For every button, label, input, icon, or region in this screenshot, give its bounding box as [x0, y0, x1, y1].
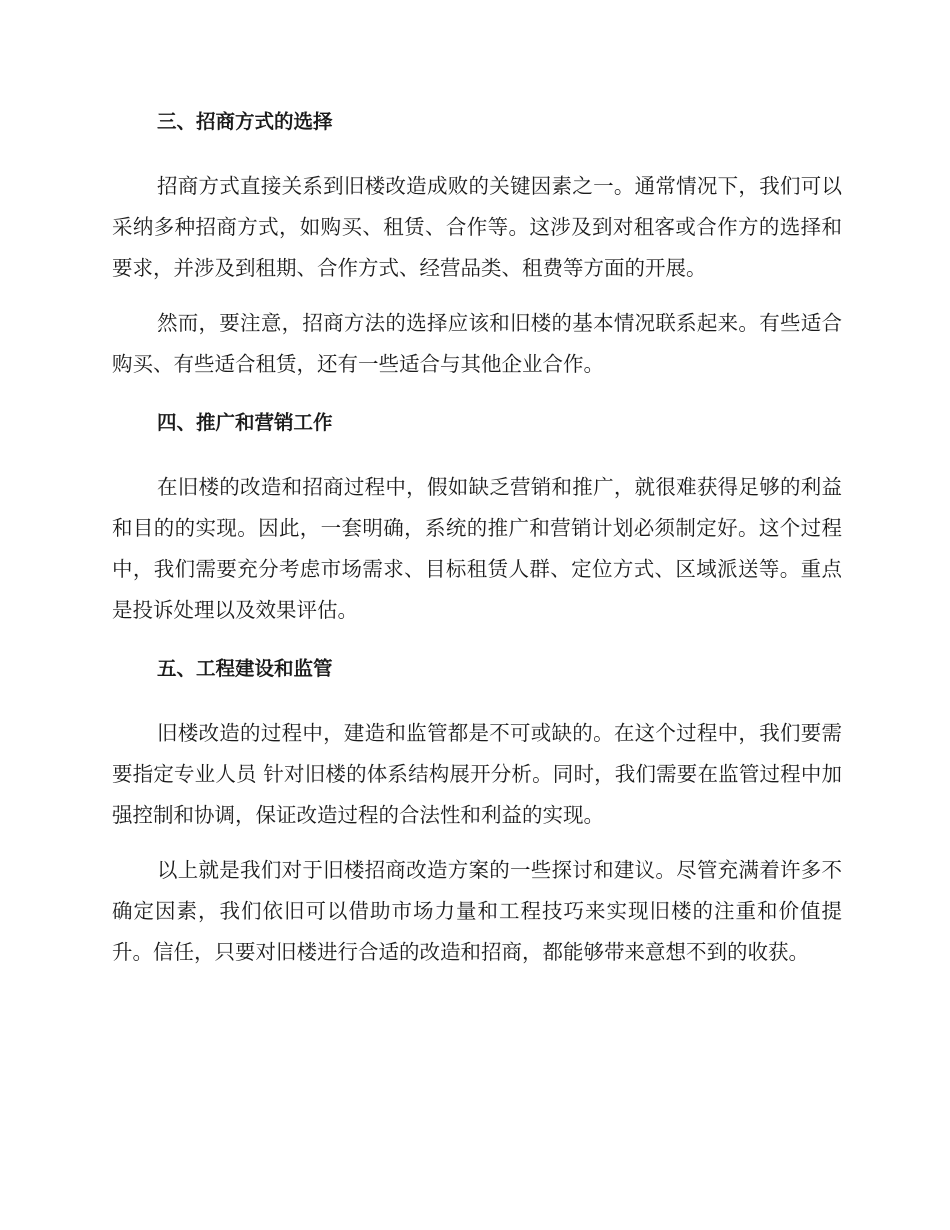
- paragraph: 以上就是我们对于旧楼招商改造方案的一些探讨和建议。尽管充满着许多不确定因素，我们依旧可以借助市场力量和工程技巧来实现旧楼的注重和价值提升。信任，只要对旧楼进行合适的改造和招商，都能够带来意想不到的收获。: [112, 858, 842, 964]
- paragraph: 在旧楼的改造和招商过程中，假如缺乏营销和推广，就很难获得足够的利益和目的的实现。因此，一套明确，系统的推广和营销计划必须制定好。这个过程中，我们需要充分考虑市场需求、目标租赁人群、定位方式、区域派送等。重点是投诉处理以及效果评估。: [112, 475, 842, 622]
- paragraph: 招商方式直接关系到旧楼改造成败的关键因素之一。通常情况下，我们可以采纳多种招商方式，如购买、租赁、合作等。这涉及到对租客或合作方的选择和要求，并涉及到租期、合作方式、经营品类、租费等方面的开展。: [112, 174, 842, 280]
- section-heading: 四、推广和营销工作: [157, 411, 333, 434]
- document-page: [112, 108, 842, 973]
- paragraph: 然而，要注意，招商方法的选择应该和旧楼的基本情况联系起来。有些适合购买、有些适合租赁，还有一些适合与其他企业合作。: [112, 311, 842, 376]
- section-heading: 三、招商方式的选择: [157, 110, 333, 133]
- paragraph: 旧楼改造的过程中，建造和监管都是不可或缺的。在这个过程中，我们要需要指定专业人员 针对旧楼的体系结构展开分析。同时，我们需要在监管过程中加强控制和协调，保证改造过程的合法性和利益的实现。: [112, 721, 842, 827]
- section-heading: 五、工程建设和监管: [157, 657, 333, 680]
